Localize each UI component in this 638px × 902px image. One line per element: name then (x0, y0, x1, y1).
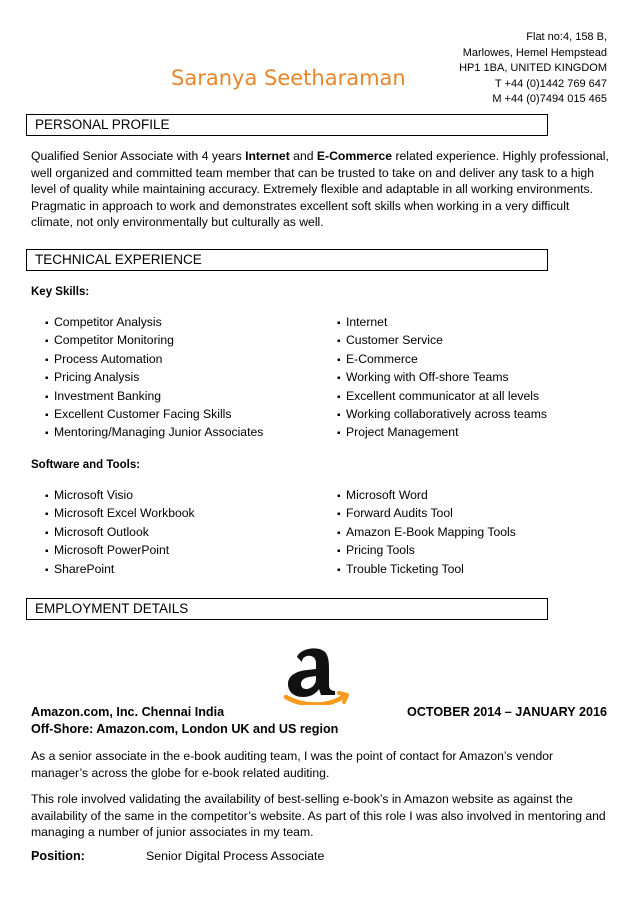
list-item: ▪ Project Management (337, 424, 547, 442)
paragraph: This role involved validating the availability of best-selling e-book’s in Amazon website as against the availability of the same in the competitor’s website. As part of this role I was also involved in mentoring and managing a number of junior associates in my team. (31, 792, 606, 839)
list-item: ▪ Forward Audits Tool (337, 505, 516, 523)
list-item: ▪ Mentoring/Managing Junior Associates (45, 424, 263, 442)
list-item: ▪ SharePoint (45, 561, 195, 579)
position-value: Senior Digital Process Associate (146, 849, 325, 863)
software-list-left (45, 487, 195, 579)
software-tools-heading: Software and Tools: (31, 459, 141, 471)
list-item: ▪ Excellent communicator at all levels (337, 388, 547, 406)
list-item: ▪ E-Commerce (337, 351, 547, 369)
list-item: ▪ Microsoft PowerPoint (45, 542, 195, 560)
list-item: ▪ Microsoft Excel Workbook (45, 505, 195, 523)
profile-keyword-internet: Internet (245, 149, 290, 163)
profile-text: and (289, 149, 317, 163)
list-item: ▪ Microsoft Word (337, 487, 516, 505)
phone-line: T +44 (0)1442 769 647 (494, 77, 607, 90)
address-line: Flat no:4, 158 B, (526, 31, 607, 43)
key-skills-heading: Key Skills: (31, 286, 90, 298)
address-line: Marlowes, Hemel Hempstead (462, 46, 607, 59)
list-item: ▪ Investment Banking (45, 388, 263, 406)
address-line: HP1 1BA, UNITED KINGDOM (459, 62, 607, 75)
list-item: ▪ Competitor Analysis (45, 314, 263, 332)
profile-keyword-ecommerce: E-Commerce (316, 149, 393, 163)
section-personal-profile: PERSONAL PROFILE (26, 114, 548, 136)
list-item: ▪ Microsoft Visio (45, 487, 195, 505)
list-item: ▪ Microsoft Outlook (45, 524, 195, 542)
list-item: ▪ Process Automation (45, 351, 263, 369)
list-item: ▪ Working collaboratively across teams (337, 406, 547, 424)
profile-summary (31, 148, 611, 231)
profile-text: Qualified Senior Associate with 4 years (31, 149, 246, 163)
paragraph: As a senior associate in the e-book auditing team, I was the point of contact for Amazon’s vendor manager’s across the globe for e-book related auditing. (31, 749, 554, 780)
list-item: ▪ Pricing Analysis (45, 369, 263, 387)
mobile-line: M +44 (0)7494 015 465 (492, 93, 607, 106)
profile-text: related experience. Highly professional, well organized and committed team member that can be trusted to take on and deliver any task to a high level of quality while maintaining accuracy. Extremely flexible and adaptable in all working environments. Pragmatic in approach to work and demonstrates excellent soft skills when working in a very difficult climate, not only environmentally but culturally as well. (31, 149, 609, 229)
list-item: ▪ Trouble Ticketing Tool (337, 561, 516, 579)
software-list-right (337, 487, 516, 579)
section-technical-experience: TECHNICAL EXPERIENCE (26, 249, 548, 271)
candidate-name: Saranya Seetharaman (171, 66, 406, 90)
job-description-1 (31, 748, 606, 781)
list-item: ▪ Customer Service (337, 332, 547, 350)
list-item: ▪ Pricing Tools (337, 542, 516, 560)
position-label: Position: (31, 849, 85, 863)
contact-address (459, 30, 607, 108)
job-description-2 (31, 791, 606, 841)
list-item: ▪ Internet (337, 314, 547, 332)
list-item: ▪ Working with Off-shore Teams (337, 369, 547, 387)
section-employment-details: EMPLOYMENT DETAILS (26, 598, 548, 620)
amazon-logo-icon (283, 645, 351, 705)
employer-name: Amazon.com, Inc. Chennai India (31, 705, 225, 719)
list-item: ▪ Amazon E-Book Mapping Tools (337, 524, 516, 542)
list-item: ▪ Excellent Customer Facing Skills (45, 406, 263, 424)
list-item: ▪ Competitor Monitoring (45, 332, 263, 350)
offshore-details: Off-Shore: Amazon.com, London UK and US region (31, 722, 339, 736)
employment-dates: OCTOBER 2014 – JANUARY 2016 (407, 705, 607, 719)
key-skills-list-right (337, 314, 547, 443)
key-skills-list-left (45, 314, 263, 443)
